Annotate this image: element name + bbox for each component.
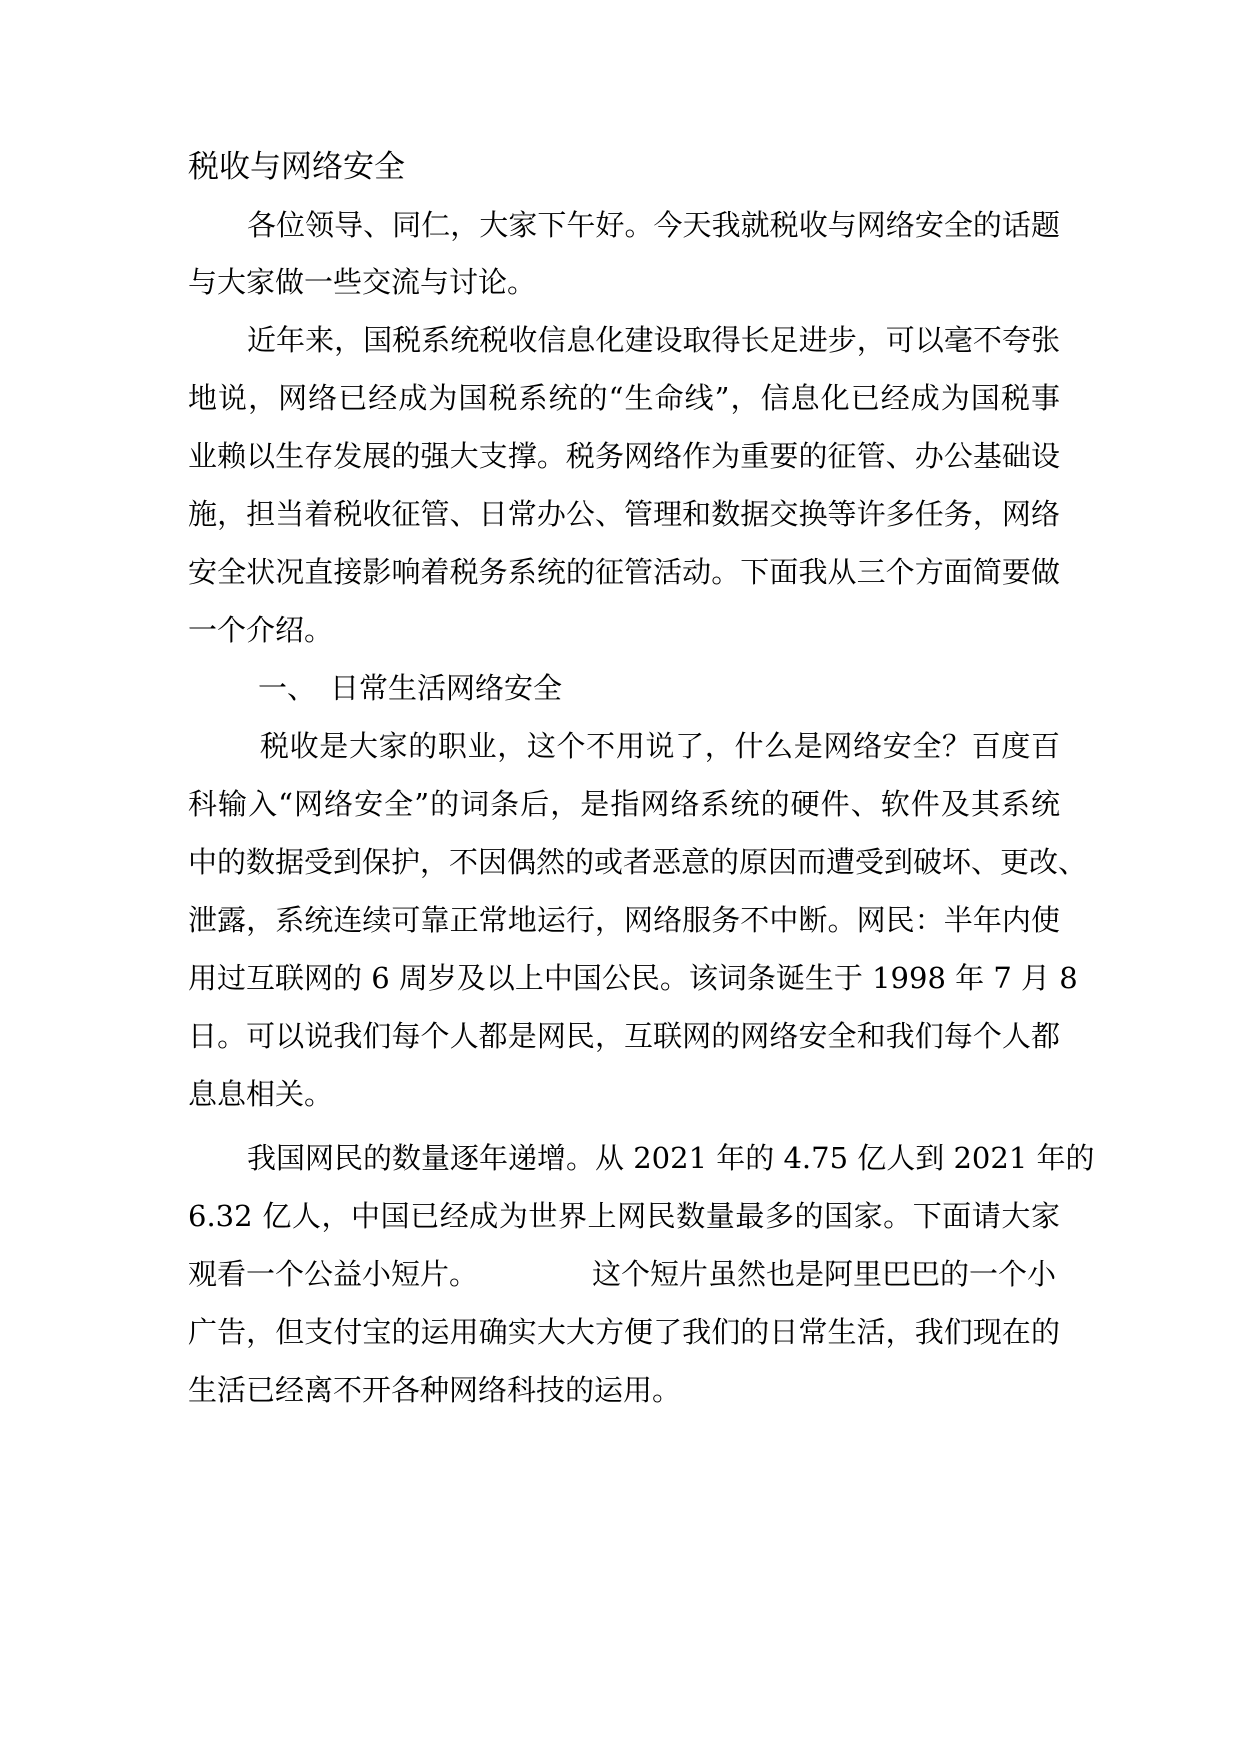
section-number: 一、	[258, 671, 317, 705]
paragraph-line: 生活已经离不开各种网络科技的运用。	[188, 1373, 682, 1407]
paragraph-line: 泄露，系统连续可靠正常地运行，网络服务不中断。网民：半年内使	[188, 903, 1060, 937]
paragraph-line: 广告，但支付宝的运用确实大大方便了我们的日常生活，我们现在的	[188, 1315, 1060, 1349]
paragraph-line: 业赖以生存发展的强大支撑。税务网络作为重要的征管、办公基础设	[188, 439, 1060, 473]
paragraph-line: 中的数据受到保护，不因偶然的或者恶意的原因而遭受到破坏、更改、	[188, 845, 1088, 879]
paragraph-line: 息息相关。	[188, 1077, 334, 1111]
paragraph-line: 地说，网络已经成为国税系统的“生命线”，信息化已经成为国税事	[188, 381, 1060, 415]
paragraph-line: 与大家做一些交流与讨论。	[188, 265, 537, 299]
paragraph-line: 一个介绍。	[188, 613, 334, 647]
paragraph-line: 科输入“网络安全”的词条后，是指网络系统的硬件、软件及其系统	[188, 787, 1060, 821]
document-title: 税收与网络安全	[188, 149, 405, 185]
paragraph-line: 安全状况直接影响着税务系统的征管活动。下面我从三个方面简要做	[188, 555, 1060, 589]
paragraph-line: 用过互联网的 6 周岁及以上中国公民。该词条诞生于 1998 年 7 月 8	[188, 961, 1078, 995]
paragraph-line: 这个短片虽然也是阿里巴巴的一个小	[592, 1257, 1057, 1291]
paragraph-line: 近年来，国税系统税收信息化建设取得长足进步，可以毫不夸张	[247, 323, 1060, 357]
paragraph-line: 各位领导、同仁，大家下午好。今天我就税收与网络安全的话题	[247, 208, 1060, 242]
paragraph-line: 施，担当着税收征管、日常办公、管理和数据交换等许多任务，网络	[188, 497, 1060, 531]
section-heading: 日常生活网络安全	[330, 671, 563, 705]
paragraph-line: 观看一个公益小短片。	[188, 1257, 479, 1291]
paragraph-line: 我国网民的数量逐年递增。从 2021 年的 4.75 亿人到 2021 年的	[247, 1141, 1095, 1175]
paragraph-line: 6.32 亿人，中国已经成为世界上网民数量最多的国家。下面请大家	[188, 1199, 1060, 1233]
paragraph-line: 日。可以说我们每个人都是网民，互联网的网络安全和我们每个人都	[188, 1019, 1060, 1053]
paragraph-line: 税收是大家的职业，这个不用说了，什么是网络安全？百度百	[260, 729, 1060, 763]
